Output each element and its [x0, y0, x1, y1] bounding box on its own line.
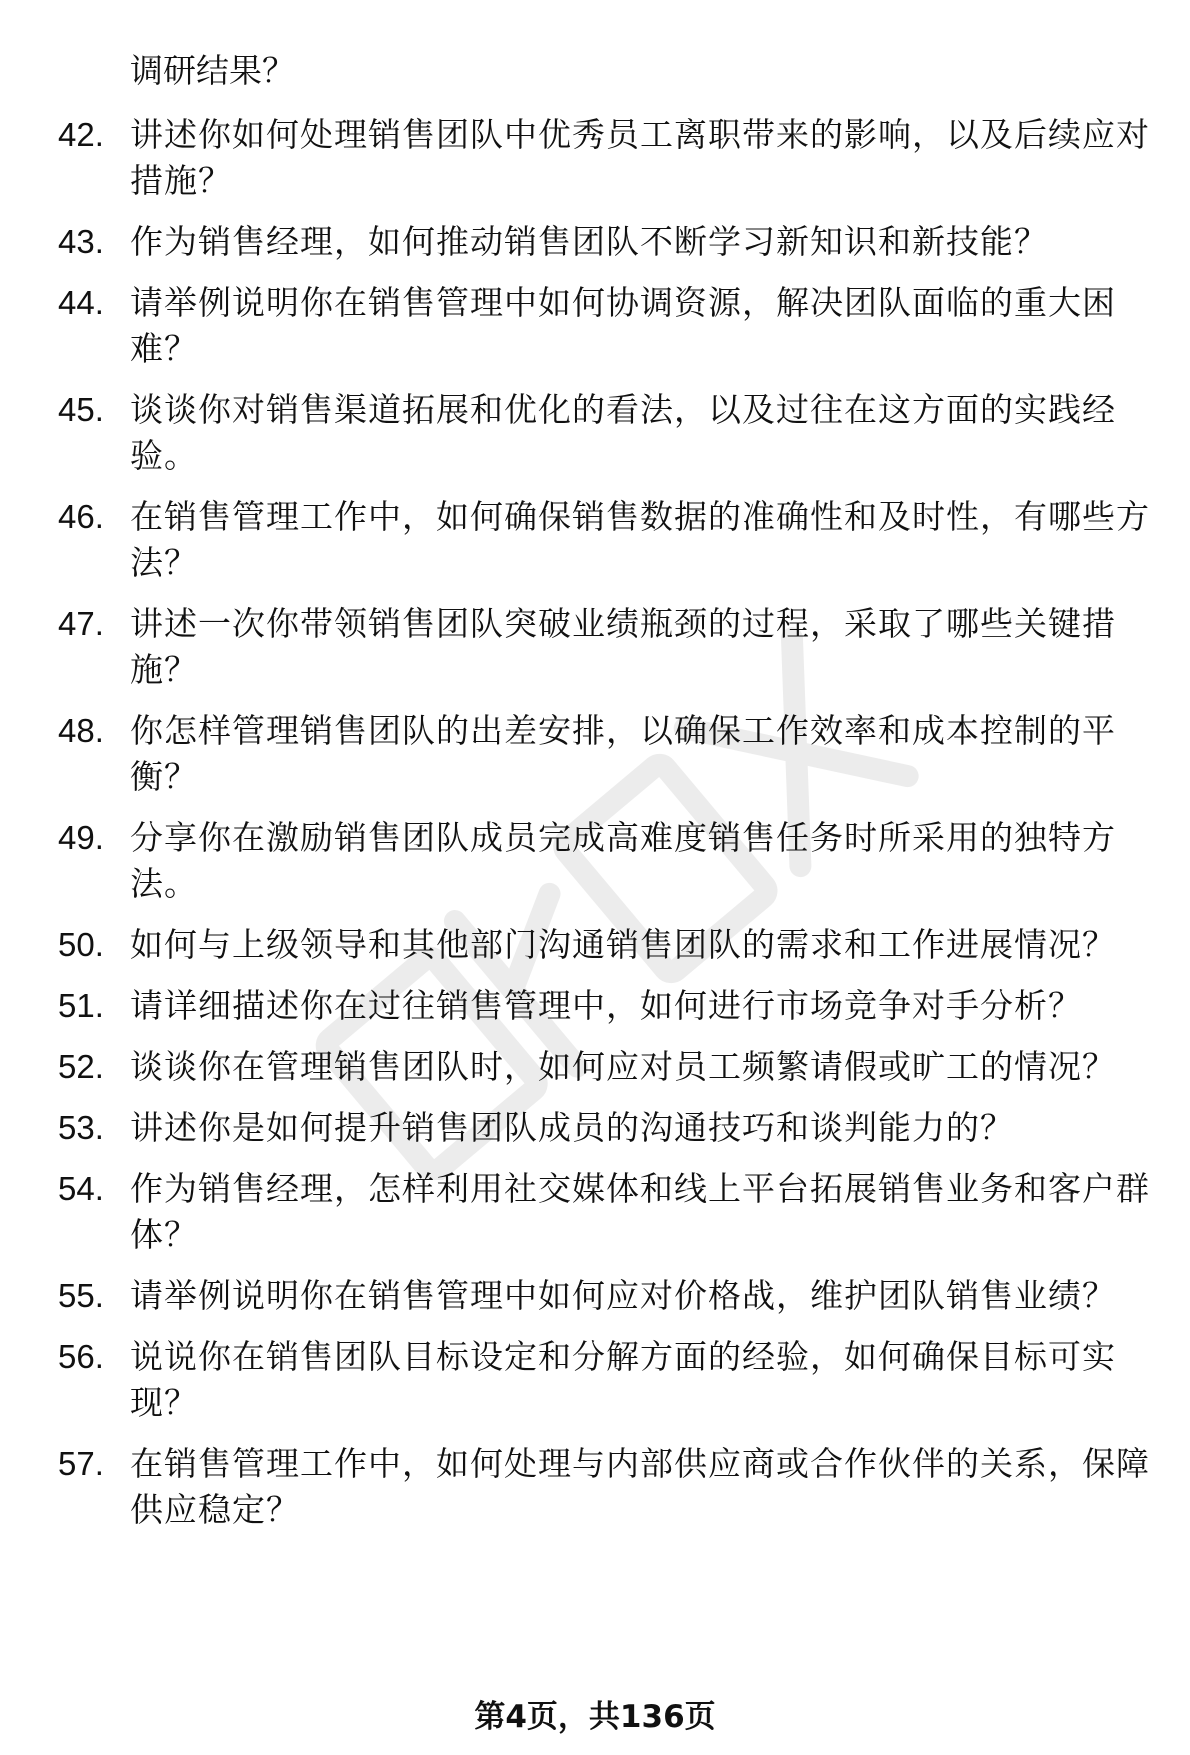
question-item	[0, 815, 1190, 907]
question-number: 42.	[58, 116, 104, 153]
question-item	[0, 601, 1190, 693]
question-number: 43.	[58, 223, 104, 260]
question-item	[0, 1334, 1190, 1426]
continued-question-text: 调研结果？	[130, 51, 295, 90]
question-number: 53.	[58, 1109, 104, 1146]
page-footer: 第4页，共136页	[474, 1699, 716, 1735]
question-number: 55.	[58, 1277, 104, 1314]
question-list	[0, 112, 1190, 1548]
question-text: 如何与上级领导和其他部门沟通销售团队的需求和工作进展情况？	[130, 925, 1116, 964]
question-text: 作为销售经理，如何推动销售团队不断学习新知识和新技能？	[130, 222, 1048, 261]
question-text: 请举例说明你在销售管理中如何应对价格战，维护团队销售业绩？	[130, 1276, 1116, 1315]
question-number: 44.	[58, 284, 104, 321]
question-number: 50.	[58, 926, 104, 963]
question-number: 56.	[58, 1338, 104, 1375]
question-text: 讲述你是如何提升销售团队成员的沟通技巧和谈判能力的？	[130, 1108, 1014, 1147]
question-text: 在销售管理工作中，如何处理与内部供应商或合作伙伴的关系，保障供应稳定？	[130, 1444, 1150, 1529]
question-item	[0, 1166, 1190, 1258]
question-item	[0, 387, 1190, 479]
question-item	[0, 494, 1190, 586]
question-number: 47.	[58, 605, 104, 642]
question-text: 说说你在销售团队目标设定和分解方面的经验，如何确保目标可实现？	[130, 1337, 1116, 1422]
question-text: 你怎样管理销售团队的出差安排，以确保工作效率和成本控制的平衡？	[130, 711, 1116, 796]
question-text: 在销售管理工作中，如何确保销售数据的准确性和及时性，有哪些方法？	[130, 497, 1150, 582]
question-number: 52.	[58, 1048, 104, 1085]
question-item	[0, 1273, 1190, 1319]
question-number: 57.	[58, 1445, 104, 1482]
question-item	[0, 280, 1190, 372]
question-item	[0, 112, 1190, 204]
question-item	[0, 922, 1190, 968]
question-item	[0, 1044, 1190, 1090]
question-text: 作为销售经理，怎样利用社交媒体和线上平台拓展销售业务和客户群体？	[130, 1169, 1150, 1254]
question-item	[0, 1105, 1190, 1151]
question-text: 请举例说明你在销售管理中如何协调资源，解决团队面临的重大困难？	[130, 283, 1116, 368]
question-number: 46.	[58, 498, 104, 535]
question-text: 分享你在激励销售团队成员完成高难度销售任务时所采用的独特方法。	[130, 818, 1116, 903]
question-item	[0, 219, 1190, 265]
question-number: 45.	[58, 391, 104, 428]
question-number: 48.	[58, 712, 104, 749]
question-item	[0, 1441, 1190, 1533]
question-text: 谈谈你对销售渠道拓展和优化的看法，以及过往在这方面的实践经验。	[130, 390, 1116, 475]
question-number: 49.	[58, 819, 104, 856]
question-text: 谈谈你在管理销售团队时，如何应对员工频繁请假或旷工的情况？	[130, 1047, 1116, 1086]
question-text: 讲述你如何处理销售团队中优秀员工离职带来的影响，以及后续应对措施？	[130, 115, 1150, 200]
question-item	[0, 983, 1190, 1029]
question-text: 请详细描述你在过往销售管理中，如何进行市场竞争对手分析？	[130, 986, 1082, 1025]
question-number: 51.	[58, 987, 104, 1024]
question-text: 讲述一次你带领销售团队突破业绩瓶颈的过程，采取了哪些关键措施？	[130, 604, 1116, 689]
question-item	[0, 708, 1190, 800]
question-number: 54.	[58, 1170, 104, 1207]
